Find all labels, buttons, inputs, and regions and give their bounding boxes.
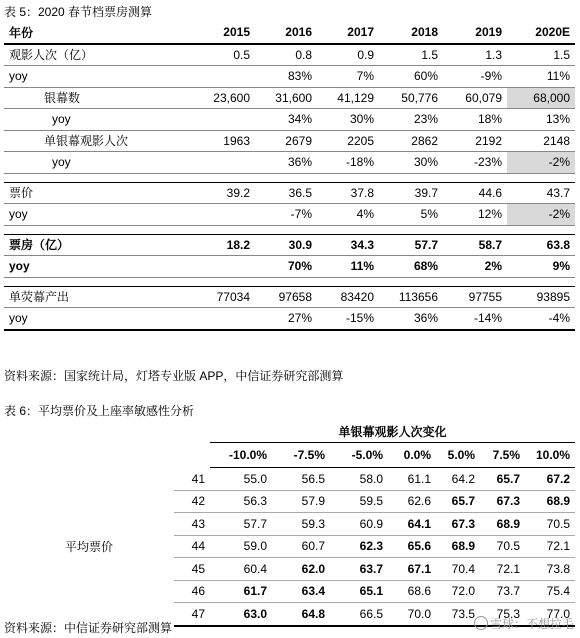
row-label: 单荧幕产出 <box>4 286 170 308</box>
blank-cell <box>4 443 174 468</box>
cell: 70.4 <box>436 558 480 581</box>
row-label: yoy <box>4 204 170 226</box>
row-label: yoy <box>4 256 170 278</box>
cell: 83% <box>255 66 317 88</box>
highlighted-cell: 68,000 <box>507 87 575 109</box>
bold-cell: 68.9 <box>436 535 480 558</box>
col-header: -5.0% <box>330 443 388 468</box>
cell: 63.8 <box>507 234 575 256</box>
bold-cell: 64.8 <box>272 603 330 626</box>
cell <box>170 109 255 131</box>
bold-cell: 63.0 <box>210 603 272 626</box>
cell: 18% <box>443 109 507 131</box>
cell: 36% <box>379 308 443 330</box>
row-label: yoy <box>4 152 170 174</box>
bold-cell: 61.7 <box>210 580 272 603</box>
spacer-row <box>4 173 575 182</box>
cell: 56.5 <box>272 468 330 491</box>
cell: 5% <box>379 204 443 226</box>
bold-cell: 62.3 <box>330 535 388 558</box>
cell: 57.9 <box>272 490 330 513</box>
cell: 73.5 <box>436 603 480 626</box>
table-row <box>4 286 575 308</box>
blank-cell <box>4 558 174 581</box>
blank-cell <box>4 468 174 491</box>
row-label: 票房（亿） <box>4 234 170 256</box>
table5-caption: 表 5：2020 春节档票房测算 <box>4 5 153 19</box>
cell: 27% <box>255 308 317 330</box>
row-label: 41 <box>174 468 210 491</box>
row-label: 44 <box>174 535 210 558</box>
cell: 72.0 <box>436 580 480 603</box>
cell: 30% <box>379 152 443 174</box>
cell: 36% <box>255 152 317 174</box>
table-row <box>4 87 575 109</box>
cell: 72.1 <box>525 535 575 558</box>
table-row <box>4 182 575 204</box>
cell: 36.5 <box>255 182 317 204</box>
cell: 60,079 <box>443 87 507 109</box>
bold-cell: 65.6 <box>388 535 436 558</box>
blank-cell <box>174 420 210 443</box>
cell: 113656 <box>379 286 443 308</box>
bold-cell: 65.7 <box>480 468 525 491</box>
cell: 0.9 <box>317 44 379 66</box>
cell: 58.0 <box>330 468 388 491</box>
bold-cell: 64.1 <box>388 513 436 536</box>
table-row <box>4 468 575 491</box>
cell: 9% <box>507 256 575 278</box>
cell: 55.0 <box>210 468 272 491</box>
cell: 31,600 <box>255 87 317 109</box>
box-office-estimate-table <box>4 22 575 331</box>
bold-cell: 67.2 <box>525 468 575 491</box>
sensitivity-analysis-table <box>4 420 575 627</box>
table-row <box>4 256 575 278</box>
cell: 11% <box>317 256 379 278</box>
col-header: 7.5% <box>480 443 525 468</box>
cell: 41,129 <box>317 87 379 109</box>
cell: 60.9 <box>330 513 388 536</box>
cell: 1.5 <box>507 44 575 66</box>
row-label: 47 <box>174 603 210 626</box>
header-2020e: 2020E <box>507 22 575 44</box>
header-2018: 2018 <box>379 22 443 44</box>
cell: 1.3 <box>443 44 507 66</box>
table-row <box>4 234 575 256</box>
header-2019: 2019 <box>443 22 507 44</box>
row-label: 43 <box>174 513 210 536</box>
watermark-text: 雪球：不想拉毛 <box>489 617 574 631</box>
cell: 0.5 <box>170 44 255 66</box>
cell: 0.8 <box>255 44 317 66</box>
blank-cell <box>4 490 174 513</box>
col-header: 10.0% <box>525 443 575 468</box>
cell: 58.7 <box>443 234 507 256</box>
cell: 2205 <box>317 130 379 152</box>
cell: 70% <box>255 256 317 278</box>
row-group-label: 平均票价 <box>64 539 113 554</box>
row-label: 银幕数 <box>4 87 170 109</box>
cell: 1963 <box>170 130 255 152</box>
cell <box>170 308 255 330</box>
cell: 59.5 <box>330 490 388 513</box>
col-header: 0.0% <box>388 443 436 468</box>
cell: 68% <box>379 256 443 278</box>
cell: -23% <box>443 152 507 174</box>
cell: 59.0 <box>210 535 272 558</box>
cell: 72.1 <box>480 558 525 581</box>
row-label: 46 <box>174 580 210 603</box>
cell: 2862 <box>379 130 443 152</box>
bold-cell: 63.4 <box>272 580 330 603</box>
cell: 18.2 <box>170 234 255 256</box>
spacer-row <box>4 225 575 234</box>
cell: 13% <box>507 109 575 131</box>
cell: 83420 <box>317 286 379 308</box>
cell: 97755 <box>443 286 507 308</box>
table6-header-row <box>4 443 575 468</box>
cell: 2148 <box>507 130 575 152</box>
cell: 23,600 <box>170 87 255 109</box>
table-row <box>4 535 575 558</box>
cell: 56.3 <box>210 490 272 513</box>
cell: 44.6 <box>443 182 507 204</box>
bold-cell: 62.0 <box>272 558 330 581</box>
cell: 60% <box>379 66 443 88</box>
row-label: 42 <box>174 490 210 513</box>
cell: -4% <box>507 308 575 330</box>
spacer <box>4 173 575 182</box>
snowball-logo-icon <box>474 616 488 630</box>
cell: 73.7 <box>480 580 525 603</box>
watermark <box>474 615 574 632</box>
cell: 43.7 <box>507 182 575 204</box>
bold-cell: 68.9 <box>525 490 575 513</box>
cell: 73.8 <box>525 558 575 581</box>
bold-cell: 63.7 <box>330 558 388 581</box>
cell: 68.6 <box>388 580 436 603</box>
cell: 64.2 <box>436 468 480 491</box>
col-header: -7.5% <box>272 443 330 468</box>
cell: 70.5 <box>480 535 525 558</box>
table6-title-row <box>4 420 575 443</box>
bold-cell: 65.7 <box>436 490 480 513</box>
cell: 34% <box>255 109 317 131</box>
cell: 77.0 <box>525 603 575 626</box>
table-row <box>4 130 575 152</box>
table6-caption: 表 6：平均票价及上座率敏感性分析 <box>4 404 195 418</box>
row-label: yoy <box>4 308 170 330</box>
spacer-row <box>4 277 575 286</box>
cell: 62.6 <box>388 490 436 513</box>
row-label: yoy <box>4 66 170 88</box>
cell: 60.4 <box>210 558 272 581</box>
cell: 61.1 <box>388 468 436 491</box>
cell: -9% <box>443 66 507 88</box>
header-year: 年份 <box>4 22 170 44</box>
col-header: 5.0% <box>436 443 480 468</box>
cell: 66.5 <box>330 603 388 626</box>
cell: 30.9 <box>255 234 317 256</box>
cell: 57.7 <box>210 513 272 536</box>
cell: 77034 <box>170 286 255 308</box>
cell: 93895 <box>507 286 575 308</box>
cell: 70.5 <box>525 513 575 536</box>
cell: -15% <box>317 308 379 330</box>
cell: 2679 <box>255 130 317 152</box>
table-row <box>4 308 575 330</box>
table-row <box>4 490 575 513</box>
cell <box>170 204 255 226</box>
cell: 30% <box>317 109 379 131</box>
cell: 37.8 <box>317 182 379 204</box>
cell: 97658 <box>255 286 317 308</box>
cell: 75.4 <box>525 580 575 603</box>
col-header: -10.0% <box>210 443 272 468</box>
bold-cell: 67.3 <box>436 513 480 536</box>
table6-source: 资料来源：中信证券研究部测算 <box>4 621 173 635</box>
cell: 39.7 <box>379 182 443 204</box>
row-label: 票价 <box>4 182 170 204</box>
cell: 12% <box>443 204 507 226</box>
cell: 75.3 <box>480 603 525 626</box>
cell: 60.7 <box>272 535 330 558</box>
blank-cell <box>4 420 174 443</box>
cell <box>170 152 255 174</box>
bold-cell: 65.1 <box>330 580 388 603</box>
table-row <box>4 44 575 66</box>
cell: 11% <box>507 66 575 88</box>
spacer <box>4 277 575 286</box>
cell: 2% <box>443 256 507 278</box>
bold-cell: 68.9 <box>480 513 525 536</box>
bold-cell: 67.3 <box>480 490 525 513</box>
table-row <box>4 558 575 581</box>
cell: 34.3 <box>317 234 379 256</box>
cell: -14% <box>443 308 507 330</box>
cell: 70.0 <box>388 603 436 626</box>
column-group-title: 单银幕观影人次变化 <box>210 420 575 443</box>
cell: 57.7 <box>379 234 443 256</box>
table-row <box>4 109 575 131</box>
spacer <box>4 225 575 234</box>
header-2015: 2015 <box>170 22 255 44</box>
cell <box>170 66 255 88</box>
row-label: yoy <box>4 109 170 131</box>
cell: 59.3 <box>272 513 330 536</box>
row-label: 观影人次（亿） <box>4 44 170 66</box>
cell: 1.5 <box>379 44 443 66</box>
cell: -18% <box>317 152 379 174</box>
table-row <box>4 580 575 603</box>
blank-cell <box>174 443 210 468</box>
table5-source: 资料来源：国家统计局，灯塔专业版 APP，中信证券研究部测算 <box>4 369 344 383</box>
blank-cell <box>4 513 174 536</box>
cell <box>170 256 255 278</box>
table5-header-row <box>4 22 575 44</box>
cell: 23% <box>379 109 443 131</box>
row-label: 45 <box>174 558 210 581</box>
table-row <box>4 66 575 88</box>
cell: 7% <box>317 66 379 88</box>
table-row <box>4 513 575 536</box>
highlighted-cell: -2% <box>507 204 575 226</box>
table-row <box>4 204 575 226</box>
blank-cell <box>4 580 174 603</box>
row-label: 单银幕观影人次 <box>4 130 170 152</box>
header-2017: 2017 <box>317 22 379 44</box>
header-2016: 2016 <box>255 22 317 44</box>
cell: 39.2 <box>170 182 255 204</box>
highlighted-cell: -2% <box>507 152 575 174</box>
table-row <box>4 152 575 174</box>
cell: -7% <box>255 204 317 226</box>
bold-cell: 67.1 <box>388 558 436 581</box>
cell: 2192 <box>443 130 507 152</box>
cell: 4% <box>317 204 379 226</box>
cell: 50,776 <box>379 87 443 109</box>
